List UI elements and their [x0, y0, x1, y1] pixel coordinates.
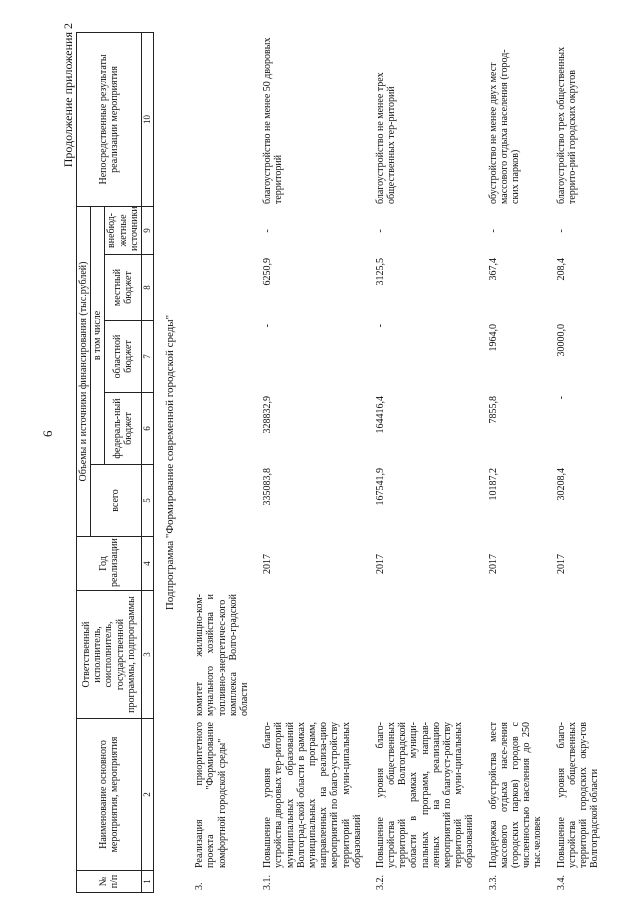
- row-extra: -: [555, 229, 567, 233]
- table-row: [482, 33, 550, 893]
- row-executor: [550, 591, 607, 719]
- col-number: 8: [141, 255, 153, 321]
- header-results: Непосредственные результаты реализации мероприятия: [77, 32, 142, 206]
- row-local: 6250,9: [262, 258, 274, 286]
- row-number: 3.1.: [262, 875, 274, 890]
- row-regional: 30000,0: [555, 324, 567, 357]
- header-year: Год реализации: [77, 537, 142, 591]
- col-number: 5: [141, 465, 153, 537]
- row-total: 30208,4: [555, 468, 567, 501]
- row-total: 335083,8: [262, 468, 274, 506]
- row-results: благоустройство не менее трех общественных тер-риторий: [374, 72, 398, 204]
- row-regional: [188, 321, 256, 393]
- header-no: № п/п: [77, 871, 142, 893]
- continuation-label: Продолжение приложения 2: [61, 23, 75, 168]
- row-number: 3.2.: [374, 875, 386, 890]
- row-regional: 1964,0: [487, 324, 499, 352]
- header-federal: федераль-ный бюджет: [105, 393, 142, 465]
- col-number: 10: [141, 32, 153, 206]
- row-name: Повышение уровня благо-устройства дворовых тер-риторий муниципальных образований Волгоград-ской области в рамках муниципальных программ, направленных на реализа-цию мероприятий по благо-устройству территорий муни-ципальных образований: [262, 722, 363, 868]
- col-number: 7: [141, 321, 153, 393]
- row-name: Повышение уровня благо-устройства общественных территорий Волгоградской области в рамках муници-пальных программ, направ-ленных на реализацию мероприятий по благоуст-ройству территорий муни-ципальных образований: [374, 722, 476, 868]
- col-number: 2: [141, 719, 153, 871]
- table-row: [256, 33, 369, 893]
- row-name: Реализация приоритетного проекта "Формирование комфортной городской среды": [194, 722, 228, 868]
- row-number: 3.4.: [555, 875, 567, 890]
- row-local: 3125,5: [374, 258, 386, 286]
- row-results: благоустройство трех общественных террито-рий городских округов: [555, 46, 578, 204]
- row-local: 367,4: [487, 258, 499, 281]
- table-row: [369, 33, 482, 893]
- financing-table: [76, 32, 188, 893]
- row-federal: 328832,9: [262, 396, 274, 434]
- row-year: 2017: [555, 554, 567, 574]
- row-number: 3.3.: [487, 875, 499, 890]
- row-results: [188, 33, 256, 207]
- row-total: [188, 465, 256, 537]
- row-number: 3.: [194, 882, 206, 890]
- header-regional: областной бюджет: [105, 321, 142, 393]
- row-name: Повышение уровня благо-устройства общественных территорий городских окру-гов Волгоградской области: [555, 722, 601, 868]
- row-federal: 7855,8: [487, 396, 499, 424]
- row-extra: -: [374, 229, 386, 233]
- row-year: [188, 537, 256, 591]
- column-numbers-row: [141, 32, 153, 892]
- row-results: благоустройство не менее 50 дворовых территорий: [262, 37, 285, 204]
- rotated-page: [60, 13, 635, 893]
- col-number: 4: [141, 537, 153, 591]
- col-number: 6: [141, 393, 153, 465]
- subprogram-row: [153, 32, 188, 892]
- table-row: [550, 33, 607, 893]
- row-regional: -: [374, 324, 386, 328]
- row-year: 2017: [374, 554, 386, 574]
- row-results: обустройство не менее двух мест массового отдыха населения (город-ских парков): [487, 49, 521, 204]
- col-number: 3: [141, 591, 153, 719]
- header-incl: в том числе: [91, 206, 105, 464]
- row-local: [188, 255, 256, 321]
- row-executor: [482, 591, 550, 719]
- row-executor: [369, 591, 482, 719]
- row-total: 167541,9: [374, 468, 386, 506]
- col-number: 1: [141, 871, 153, 893]
- header-local: местный бюджет: [105, 255, 142, 321]
- row-extra: -: [262, 229, 274, 233]
- page-number: 6: [40, 430, 55, 437]
- header-name: Наименование основного мероприятия, мероприятия: [77, 719, 142, 871]
- col-number: 9: [141, 206, 153, 254]
- row-federal: -: [555, 396, 567, 400]
- row-year: 2017: [262, 554, 274, 574]
- row-year: 2017: [487, 554, 499, 574]
- header-volumes: Объемы и источники финансирования (тыс.рублей): [77, 206, 91, 536]
- row-extra: [188, 207, 256, 255]
- row-extra: -: [487, 229, 499, 233]
- rows-table: [188, 33, 606, 893]
- subprogram-title: Подпрограмма "Формирование современной городской среды": [163, 314, 176, 611]
- row-total: 10187,2: [487, 468, 499, 501]
- header-total: всего: [91, 465, 142, 537]
- row-federal: 164416,4: [374, 396, 386, 434]
- header-extra: внебюд-жетные источники: [105, 206, 142, 254]
- row-executor: [256, 591, 369, 719]
- row-local: 208,4: [555, 258, 567, 281]
- row-name: Поддержка обустройства мест массового отдыха насе-ления (городских парков) городов с численностью населения до 250 тыс.человек: [487, 722, 544, 868]
- row-federal: [188, 393, 256, 465]
- table-row: [188, 33, 256, 893]
- row-regional: -: [262, 324, 274, 328]
- header-executor: Ответственный исполнитель, соисполнитель, государственной программы, подпрограммы: [77, 591, 142, 719]
- row-executor: комитет жилищно-ком-мунального хозяйства и топливно-энергетичес-кого комплекса Волго-градской области: [194, 594, 250, 716]
